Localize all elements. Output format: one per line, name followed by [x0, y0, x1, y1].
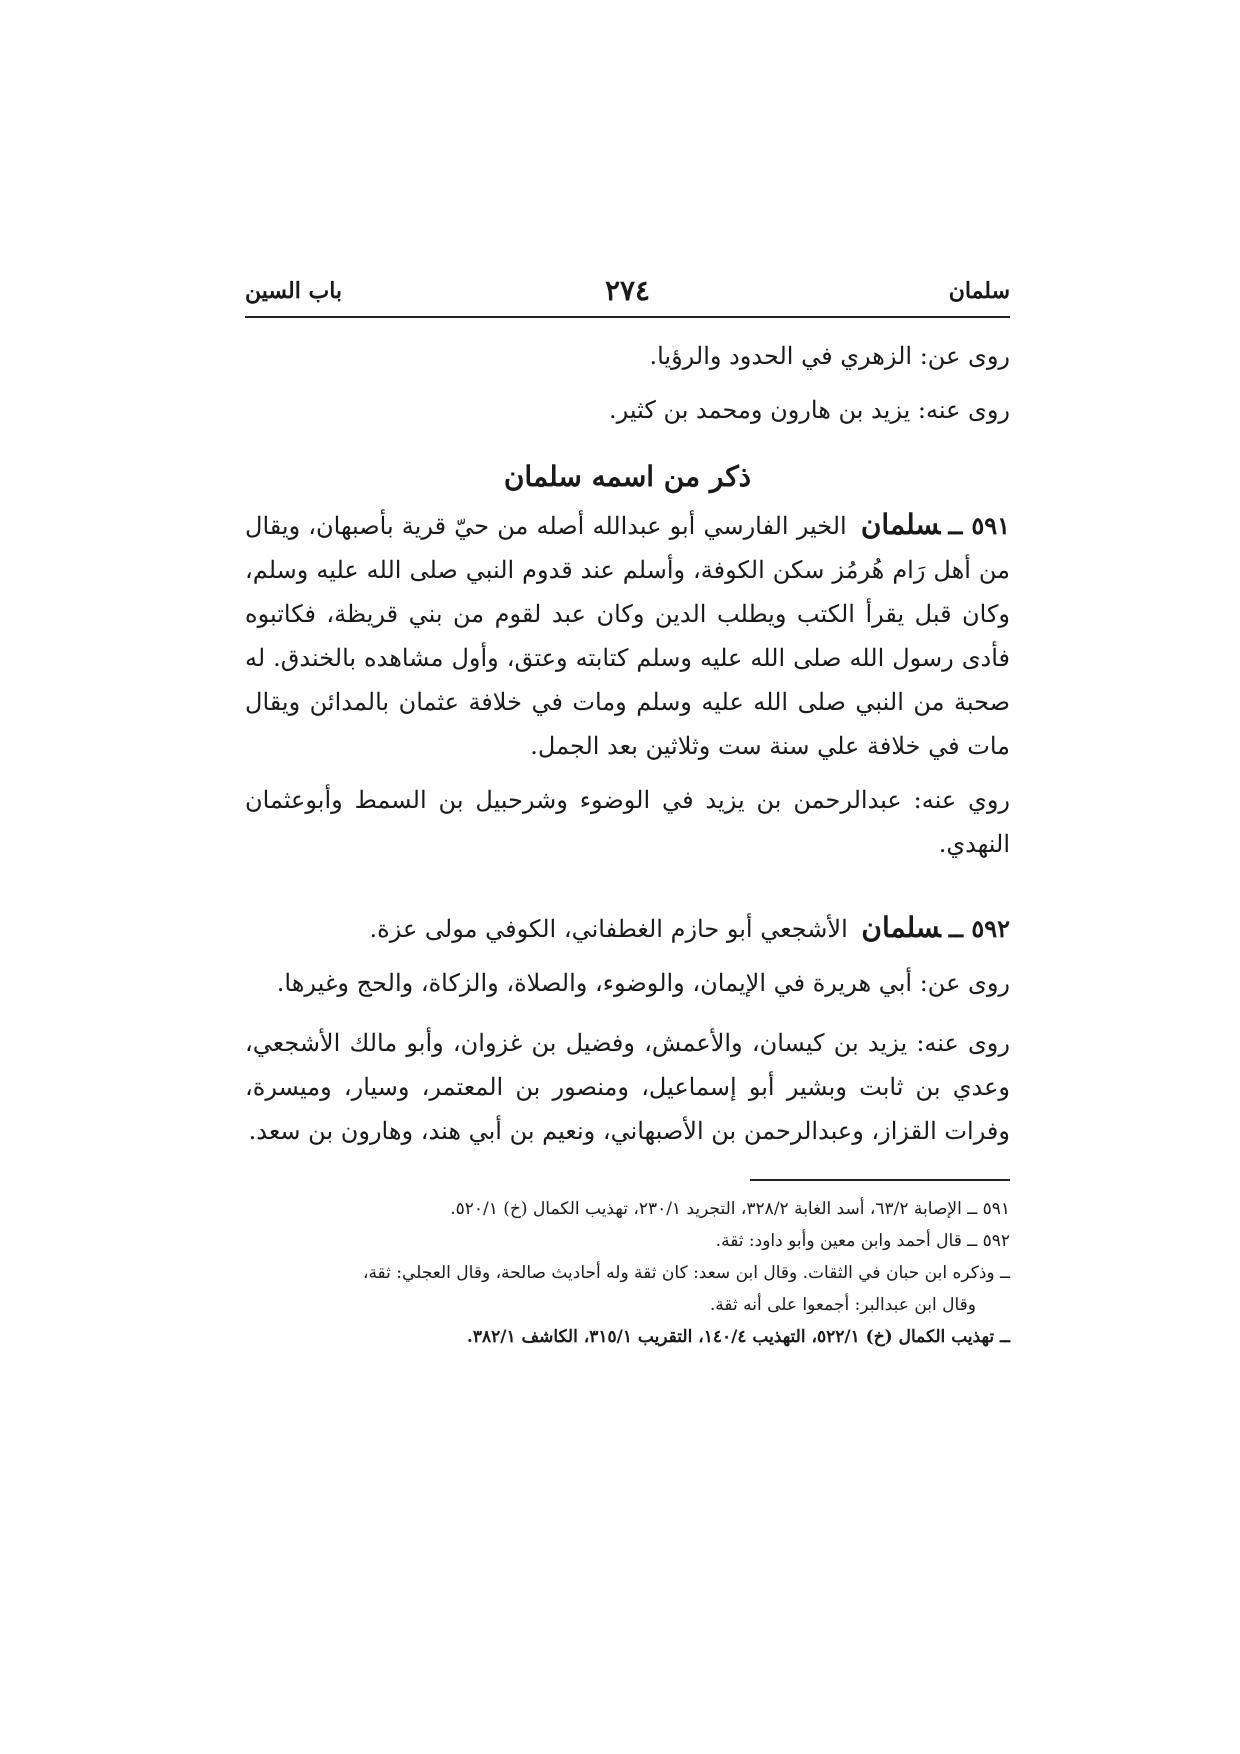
- entry-591-text: الخير الفارسي أبو عبدالله أصله من حيّ قرية بأصبهان، ويقال من أهل رَام هُرمُز سكن الكوفة، وأسلم عند قدوم النبي صلى الله عليه وسلم، وكان قبل يقرأ الكتب ويطلب الدين وكان عبد لقوم من بني قريظة، فكاتبوه فأدى رسول الله صلى الله عليه وسلم كتابته وعتق، وأول مشاهده بالخندق. له صحبة من النبي صلى الله عليه وسلم ومات في خلافة عثمان بالمدائن ويقال مات في خلافة علي سنة ست وثلاثين بعد الجمل.: [245, 512, 1010, 760]
- page-number: ٢٧٤: [604, 274, 651, 307]
- entry-591-narrated-by: روي عنه: عبدالرحمن بن يزيد في الوضوء وشرحبيل بن السمط وأبوعثمان النهدي.: [245, 786, 1010, 858]
- footnote-592-references: ــ تهذيب الكمال (خ) ٥٢٢/١، التهذيب ١٤٠/٤، التقريب ٣١٥/١، الكاشف ٣٨٢/١.: [466, 1327, 1010, 1347]
- footnote-592: ٥٩٢ ــ قال أحمد وابن معين وأبو داود: ثقة.: [715, 1231, 1010, 1251]
- header-entry-name: سلمان: [948, 278, 1010, 304]
- narrated-by-line: روى عنه: يزيد بن هارون ومحمد بن كثير.: [609, 396, 1010, 424]
- entry-591-number: ٥٩١ ــ: [948, 511, 1010, 540]
- entry-592-narrated-by: روى عنه: يزيد بن كيسان، والأعمش، وفضيل بن غزوان، وأبو مالك الأشجعي، وعدي بن ثابت وبشير أبو إسماعيل، ومنصور بن المعتمر، وسيار، وميسرة، وفرات القزاز، وعبدالرحمن بن الأصبهاني، ونعيم بن أبي هند، وهارون بن سعد.: [245, 1029, 1010, 1145]
- footnote-592-cont-1: ــ وذكره ابن حبان في الثقات. وقال ابن سعد: كان ثقة وله أحاديث صالحة، وقال العجلي: ثقة،: [362, 1263, 1010, 1283]
- narrated-from-line: روى عن: الزهري في الحدود والرؤيا.: [649, 342, 1010, 370]
- section-title: ذكر من اسمه سلمان: [503, 460, 752, 493]
- entry-591-bio: [245, 503, 1010, 768]
- running-header: [245, 270, 1010, 318]
- entry-592-bio: [245, 906, 1010, 951]
- entry-592-narrated-from: روى عن: أبي هريرة في الإيمان، والوضوء، والصلاة، والزكاة، والحج وغيرها.: [276, 969, 1010, 997]
- footnote-591: ٥٩١ ــ الإصابة ٦٣/٢، أسد الغابة ٣٢٨/٢، التجريد ٢٣٠/١، تهذيب الكمال (خ) ٥٢٠/١.: [450, 1199, 1010, 1219]
- entry-592-name: سلمان: [861, 911, 941, 944]
- entry-591-name: سلمان: [860, 508, 941, 541]
- footnote-592-cont-2: وقال ابن عبدالبر: أجمعوا على أنه ثقة.: [709, 1295, 976, 1315]
- book-page: [245, 270, 1010, 1353]
- footnote-divider: [750, 1179, 1010, 1181]
- header-chapter-title: باب السين: [245, 278, 343, 304]
- entry-592-text: الأشجعي أبو حازم الغطفاني، الكوفي مولى عزة.: [369, 915, 848, 943]
- entry-592-number: ٥٩٢ ــ: [948, 914, 1010, 943]
